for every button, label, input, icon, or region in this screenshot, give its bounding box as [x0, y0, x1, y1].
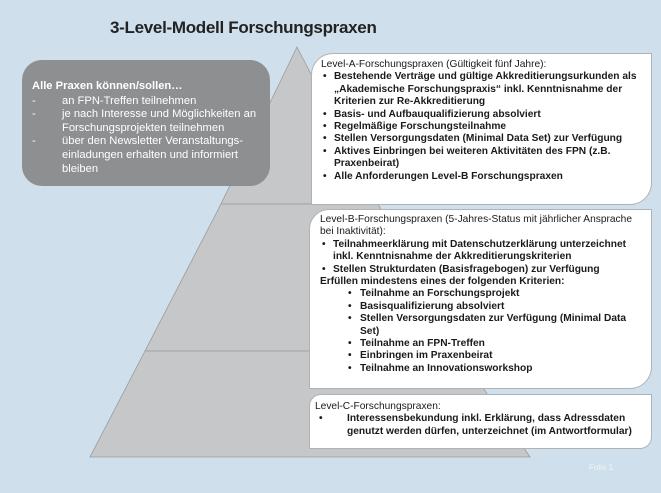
list-item: - über den Newsletter Veranstaltungs-einladungen erhalten und informiert bleiben — [32, 135, 260, 176]
list-item: - je nach Interesse und Möglichkeiten an Forschungsprojekten teilnehmen — [32, 108, 260, 135]
list-item: • Einbringen im Praxenbeirat — [334, 350, 643, 362]
level-b-criteria-heading: Erfüllen mindestens eines der folgenden Kriterien: — [320, 276, 565, 288]
list-item: • Aktives Einbringen bei weiteren Aktivitäten des FPN (z.B. Praxenbeirat) — [321, 146, 643, 171]
list-item: • Teilnahme an Innovationsworkshop — [334, 363, 643, 375]
list-item: • Stellen Strukturdaten (Basisfragebogen) zur Verfügung — [320, 264, 643, 276]
list-item: • Stellen Versorgungsdaten zur Verfügung (Minimal Data Set) — [334, 313, 643, 338]
level-b-card — [309, 209, 652, 389]
slide-title: 3-Level-Modell Forschungspraxen — [110, 18, 377, 37]
list-item: • Teilnahme an FPN-Treffen — [334, 338, 643, 350]
level-b-heading: Level-B-Forschungspraxen (5-Jahres-Status mit jährlicher Ansprache bei Inaktivität): — [320, 214, 632, 238]
list-item: • Basisqualifizierung absolviert — [334, 301, 643, 313]
list-item: • Alle Anforderungen Level-B Forschungspraxen — [321, 171, 643, 183]
list-item: • Basis- und Aufbauqualifizierung absolviert — [321, 109, 643, 121]
list-item: • Interessensbekundung inkl. Erklärung, dass Adressdaten genutzt werden dürfen, unterzeichnet (im Antwortformular) — [315, 413, 643, 438]
list-item: • Teilnahme an Forschungsprojekt — [334, 288, 643, 300]
level-c-heading: Level-C-Forschungspraxen: — [315, 401, 441, 412]
level-c-card — [309, 394, 652, 449]
all-practices-list — [32, 95, 260, 177]
level-c-list — [315, 413, 643, 438]
level-b-list — [320, 239, 643, 276]
level-a-card — [311, 53, 652, 205]
list-item: - an FPN-Treffen teilnehmen — [32, 95, 260, 109]
all-practices-box — [22, 60, 270, 186]
slide-number: Folie 1 — [589, 463, 614, 472]
list-item: • Bestehende Verträge und gültige Akkreditierungsurkunden als „Akademische Forschungspraxis“ inkl. Kenntnisnahme der Kriterien zur Re-Akkreditierung — [321, 71, 643, 108]
list-item: • Regelmäßige Forschungsteilnahme — [321, 121, 643, 133]
list-item: • Stellen Versorgungsdaten (Minimal Data Set) zur Verfügung — [321, 133, 643, 145]
all-practices-heading: Alle Praxen können/sollen… — [32, 80, 183, 92]
level-a-list — [321, 71, 643, 183]
list-item: • Teilnahmeerklärung mit Datenschutzerklärung unterzeichnet inkl. Kenntnisnahme der Akkreditierungskriterien — [320, 239, 643, 264]
level-b-criteria-list — [320, 288, 643, 375]
level-a-heading: Level-A-Forschungspraxen (Gültigkeit fünf Jahre): — [321, 59, 547, 70]
